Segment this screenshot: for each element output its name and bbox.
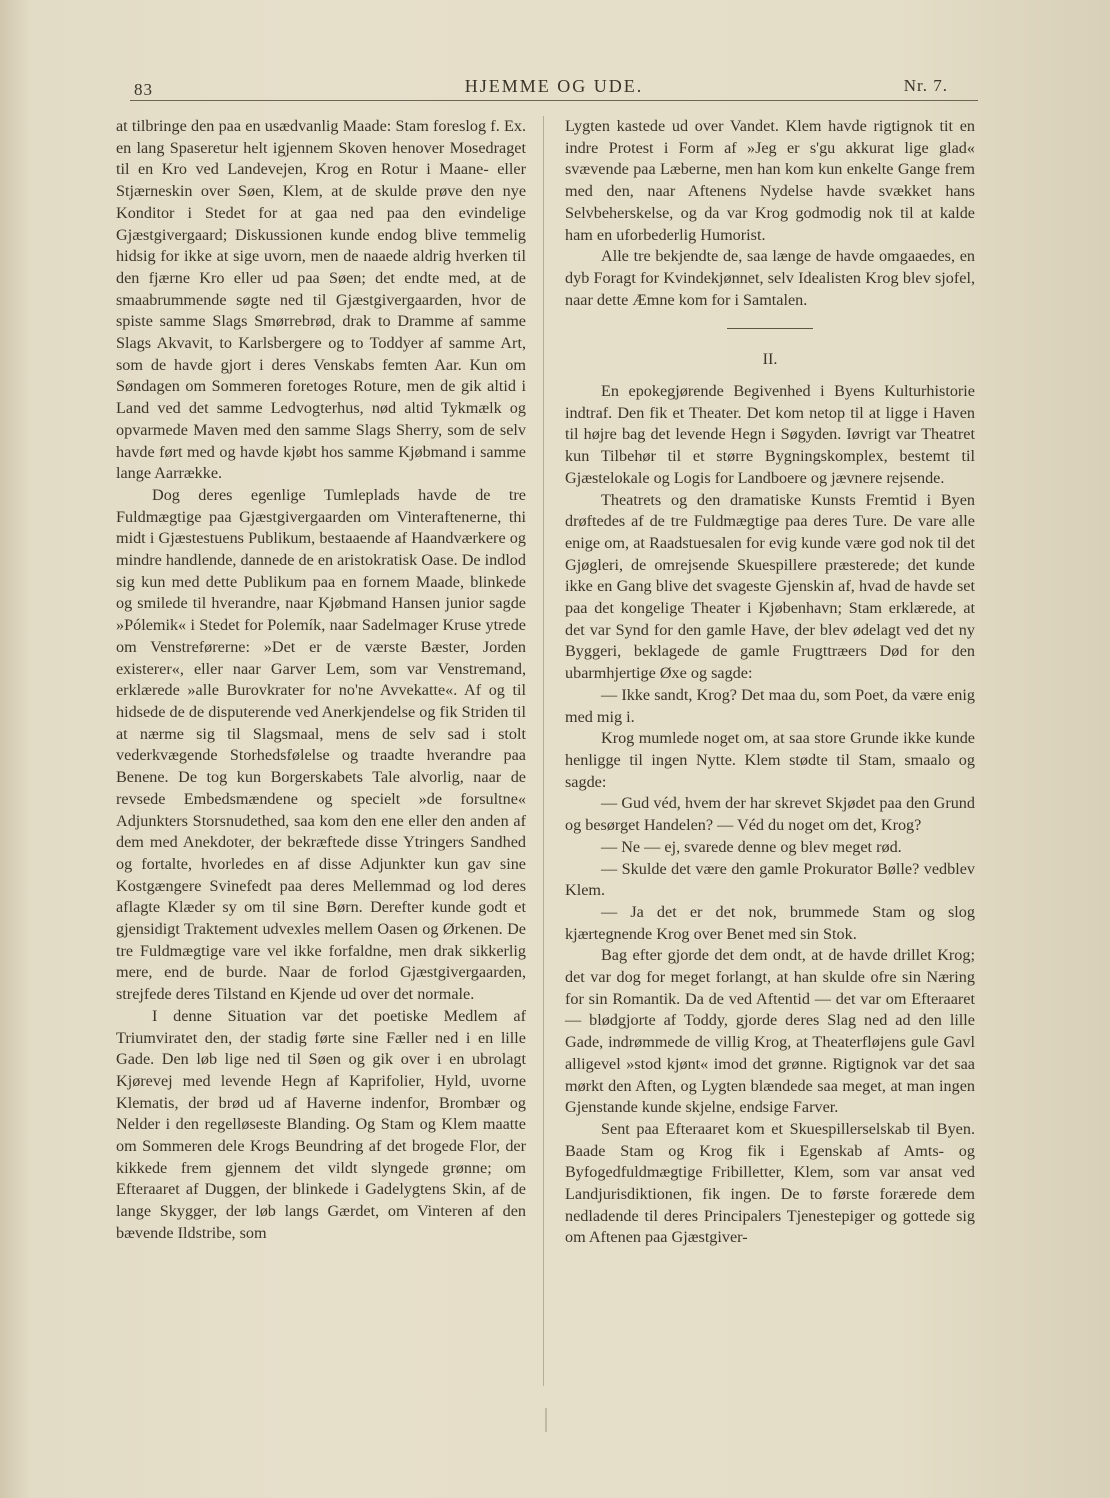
- right-column: [565, 116, 975, 1249]
- paragraph: I denne Situation var det poetiske Medlem af Triumviratet den, der stadig førte sine Fæller ned i en lille Gade. Den løb lige ned til Søen og gik over i en ubrolagt Kjørevej med levende Hegn af Kaprifolier, Hyld, uvorne Klematis, der brød ud af Haverne indenfor, Brombær og Nelder i den regelløseste Blanding. Og Stam og Klem maatte om Sommeren dele Krogs Beundring af det brogede Flor, der kikkede frem gjennem det vildt slyngede grønne; om Efteraaret af Duggen, der blinkede i Gadelygtens Skin, af de lange Skygger, der løb langs Gærdet, om Vinteren af den bævende Ildstribe, som: [116, 1006, 526, 1242]
- page-number: 83: [134, 80, 153, 99]
- paragraph: Krog mumlede noget om, at saa store Grunde ikke kunde henligge til ingen Nytte. Klem stødte til Stam, smaalo og sagde:: [565, 729, 975, 791]
- paragraph: — Ja det er det nok, brummede Stam og slog kjærtegnende Krog over Benet med sin Stok.: [565, 902, 975, 943]
- paragraph: Sent paa Efteraaret kom et Skuespillerselskab til Byen. Baade Stam og Krog fik i Egenskab af Amts- og Byfogedfuldmægtige Fribilletter, Klem, som var ansat ved Landjurisdiktionen, fik ingen. De to første forærede dem nedladende til deres Principalers Tjenestepiger og gottede sig om Aftenen paa Gjæstgiver-: [565, 1119, 975, 1247]
- running-title: HJEMME OG UDE.: [464, 76, 644, 96]
- paragraph: — Ikke sandt, Krog? Det maa du, som Poet, da være enig med mig i.: [565, 685, 975, 726]
- section-divider: [727, 328, 813, 329]
- paragraph: En epokegjørende Begivenhed i Byens Kulturhistorie indtraf. Den fik et Theater. Det kom netop til at ligge i Haven til højre bag det levende Hegn i Søgyden. Iøvrigt var Theatret kun Tilbehør til et større Bygningskomplex, bestemt til Gjæstelokale og Logis for Landboere og jævnere rejsende.: [565, 382, 975, 487]
- paragraph: — Skulde det være den gamle Prokurator Bølle? vedblev Klem.: [565, 859, 975, 900]
- header-rule: [130, 100, 978, 101]
- paragraph: Alle tre bekjendte de, saa længe de havde omgaaedes, en dyb Foragt for Kvindekjønnet, selv Idealisten Krog blev sjofel, naar dette Æmne kom for i Samtalen.: [565, 247, 975, 309]
- paragraph: Bag efter gjorde det dem ondt, at de havde drillet Krog; det var dog for meget forlangt, at han skulde ofre sin Næring for sin Romantik. Da de ved Aftentid — det var om Efteraaret — blødgjorte af Toddy, gjorde deres Slag ned ad den lille Gade, indrømmede de villig Krog, at Theaterfløjens gule Gavl alligevel »stod kjønt« imod det grønne. Rigtignok var det saa mørkt den Aften, og Lygten blændede saa meget, at man ingen Gjenstande kunde skjelne, endsige Farver.: [565, 946, 975, 1117]
- running-header: [130, 72, 978, 102]
- paragraph: at tilbringe den paa en usædvanlig Maade: Stam foreslog f. Ex. en lang Spaseretur helt igjennem Skoven henover Mosedraget til en Kro ved Landevejen, Krog en Rotur i Maane- eller Stjærneskin over Søen, Klem, at de skulde prøve den nye Konditor i Stedet for at gaa ned paa den evindelige Gjæstgivergaard; Diskussionen kunde endog blive temmelig hidsig for ikke at sige uvorn, men de naaede aldrig hverken til den fjærne Kro eller ud paa Søen; det endte med, at de smaabrummende søgte ned til Gjæstgivergaarden, hvor de spiste samme Slags Smørrebrød, drak to Dramme af samme Slags Akvavit, to Karlsbergere og to Toddyer af samme Art, som de havde gjort i deres Venskabs femten Aar. Kun om Søndagen om Sommeren foretoges Roture, men de gik altid i Land ved det samme Ledvogterhus, nød altid Tykmælk og opvarmede Maven med den samme Slags Sherry, som de selv havde ført med og havde kjøbt hos samme Kjøbmand i samme lange Aarrække.: [116, 117, 526, 483]
- paragraph: Theatrets og den dramatiske Kunsts Fremtid i Byen drøftedes af de tre Fuldmægtige paa deres Ture. De vare alle enige om, at Raadstuesalen for evig kunde være god nok til det Gjøgleri, de omrejsende Skuespillere præsterede; det kunde ikke en Gang blive det svageste Gjenskin af, hvad de havde set paa det kongelige Theater i Kjøbenhavn; Stam erklærede, at det var Synd for den gamle Have, der blev ødelagt ved det ny Byggeri, beklagede de gamle Frugttræers Død for den ubarmhjertige Øxe og sagde:: [565, 490, 975, 683]
- paragraph: Lygten kastede ud over Vandet. Klem havde rigtignok tit en indre Protest i Form af »Jeg er s'gu akkurat lige glad« svævende paa Læberne, men han kom kun enkelte Gange frem med den, naar Aftenens Nydelse havde svækket hans Selvbeherskelse, og da var Krog godmodig nok til at kalde ham en uforbederlig Humorist.: [565, 117, 975, 244]
- section-heading: II.: [762, 350, 778, 369]
- paragraph: Dog deres egenlige Tumleplads havde de tre Fuldmægtige paa Gjæstgivergaarden om Vinteraftenerne, thi midt i Gjæstestuens Publikum, bestaaende af Haandværkere og mindre handlende, dannede de en aristokratisk Oase. De indlod sig kun med dette Publikum paa en fornem Maade, blinkede og smilede til hverandre, naar Kjøbmand Hansen junior sagde »Pólemik« i Stedet for Polemík, naar Sadelmager Kruse ytrede om Venstreførerne: »Det er de værste Bæster, Jorden existerer«, eller naar Garver Lem, som var Venstremand, erklærede »alle Burovkrater for no'ne Avvekatte«. Af og til hidsede de de disputerende ved Anerkjendelse og fik Striden til at nærme sig til Slagsmaal, mens de selv sad i stolt vederkvægende Storhedsfølelse og traadte hverandre paa Benene. De tog kun Borgerskabets Tale alvorlig, naar de revsede Embedsmændene og specielt »de forsultne« Adjunkters Storsnudethed, saa kom den ene eller den anden af dem med Anekdoter, der bekræftede disse Ytringers Sandhed og fortalte, hvorledes en af disse Adjunkter kun gav sine Kostgængere Svinefedt paa deres Mellemmad og lod deres aflagte Klæder sy om til sine Børn. Derefter kunde godt et gjensidigt Traktement udvexles mellem Oasen og Ørkenen. De tre Fuldmægtige vare vel ikke forfaldne, men drak sikkerlig mere, end de burde. Naar de forlod Gjæstgivergaarden, strejfede deres Tilstand en Kjende ud over det normale.: [116, 485, 526, 1004]
- paragraph: — Ne — ej, svarede denne og blev meget rød.: [601, 837, 902, 856]
- column-separator: [543, 116, 544, 1386]
- footer-mark: [545, 1408, 547, 1432]
- left-column: [116, 116, 526, 1245]
- paragraph: — Gud véd, hvem der har skrevet Skjødet paa den Grund og besørget Handelen? — Véd du noget om det, Krog?: [565, 794, 975, 835]
- issue-number: Nr. 7.: [903, 76, 948, 95]
